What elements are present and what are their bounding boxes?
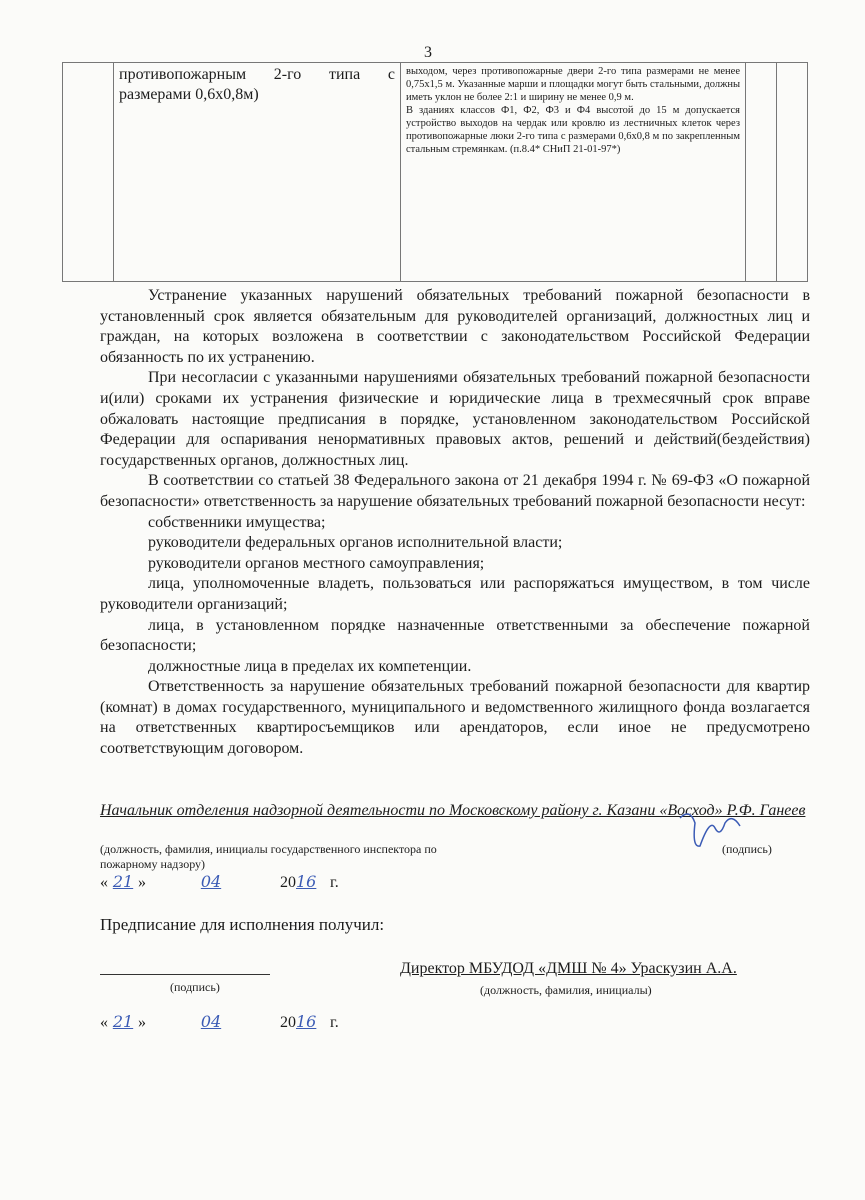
received-date: « 21 » 04 2016 г.	[100, 1012, 339, 1031]
list-item: должностные лица в пределах их компетенции.	[148, 657, 472, 675]
received-signature-line	[100, 974, 270, 975]
inspector-signature-caption: (подпись)	[722, 842, 772, 856]
page-number: 3	[424, 44, 432, 61]
list-item: руководители органов местного самоуправления;	[148, 554, 485, 572]
received-signature-caption: (подпись)	[170, 980, 220, 994]
table-row	[63, 63, 808, 282]
body-text	[100, 286, 810, 760]
inspector-title: Начальник отделения надзорной деятельности по Московскому району г. Казани «Восход» Р.Ф. Ганеев	[100, 802, 806, 819]
list-item: лица, в установленном порядке назначенные ответственными за обеспечение пожарной безопасности;	[100, 616, 810, 655]
inspector-date: « 21 » 04 2016 г.	[100, 872, 339, 891]
received-label: Предписание для исполнения получил:	[100, 915, 385, 934]
list-item: руководители федеральных органов исполнительной власти;	[148, 534, 563, 552]
paragraph: При несогласии с указанными нарушениями обязательных требований пожарной безопасности и(или) сроками их устранения физические и юридические лица в трехмесячный срок вправе обжаловать настоящие предписания в порядке, установленном законодательством Российской Федерации для оспаривания ненормативных правовых актов, решений и действий(бездействия) государственных органов, должностных лиц.	[100, 369, 810, 469]
paragraph: Ответственность за нарушение обязательных требований пожарной безопасности для квартир (комнат) в домах государственного, муниципального и ведомственного жилищного фонда возлагается на ответственных квартиросъемщиков или арендаторов, если иное не предусмотрено соответствующим договором.	[100, 678, 810, 758]
received-position-caption: (должность, фамилия, инициалы)	[480, 983, 652, 997]
violations-table	[62, 62, 808, 282]
paragraph: Устранение указанных нарушений обязательных требований пожарной безопасности в установленный срок является обязательным для руководителей организаций, должностных лиц и граждан, на которых возложена в соответствии с законодательством Российской Федерации обязанность по их устранению.	[100, 287, 810, 366]
received-position: Директор МБУДОД «ДМШ № 4» Ураскузин А.А.	[400, 960, 737, 977]
list-item: собственники имущества;	[148, 513, 326, 531]
list-item: лица, уполномоченные владеть, пользоваться или распоряжаться имуществом, в том числе руководители организаций;	[100, 575, 810, 613]
paragraph: В соответствии со статьей 38 Федерального закона от 21 декабря 1994 г. № 69-ФЗ «О пожарной безопасности» ответственность за нарушение обязательных требований пожарной безопасности несут:	[100, 472, 810, 510]
table-cell-requirement: выходом, через противопожарные двери 2-го типа размерами не менее 0,75х1,5 м. Указанные марши и площадки могут быть стальными, должны иметь уклон не более 2:1 и ширину не менее 0,9 м. В зданиях классов Ф1, Ф2, Ф3 и Ф4 высотой до 15 м допускается устройство выходов на чердак или кровлю из лестничных клеток через противопожарные люки 2-го типа с размерами 0,6х0,8 м по закрепленным стальным стремянкам. (п.8.4* СНиП 21-01-97*)	[401, 63, 746, 282]
table-cell-violation: противопожарным 2-го типа с размерами 0,6х0,8м)	[114, 63, 401, 282]
inspector-caption: (должность, фамилия, инициалы государственного инспектора по пожарному надзору)	[100, 842, 437, 871]
